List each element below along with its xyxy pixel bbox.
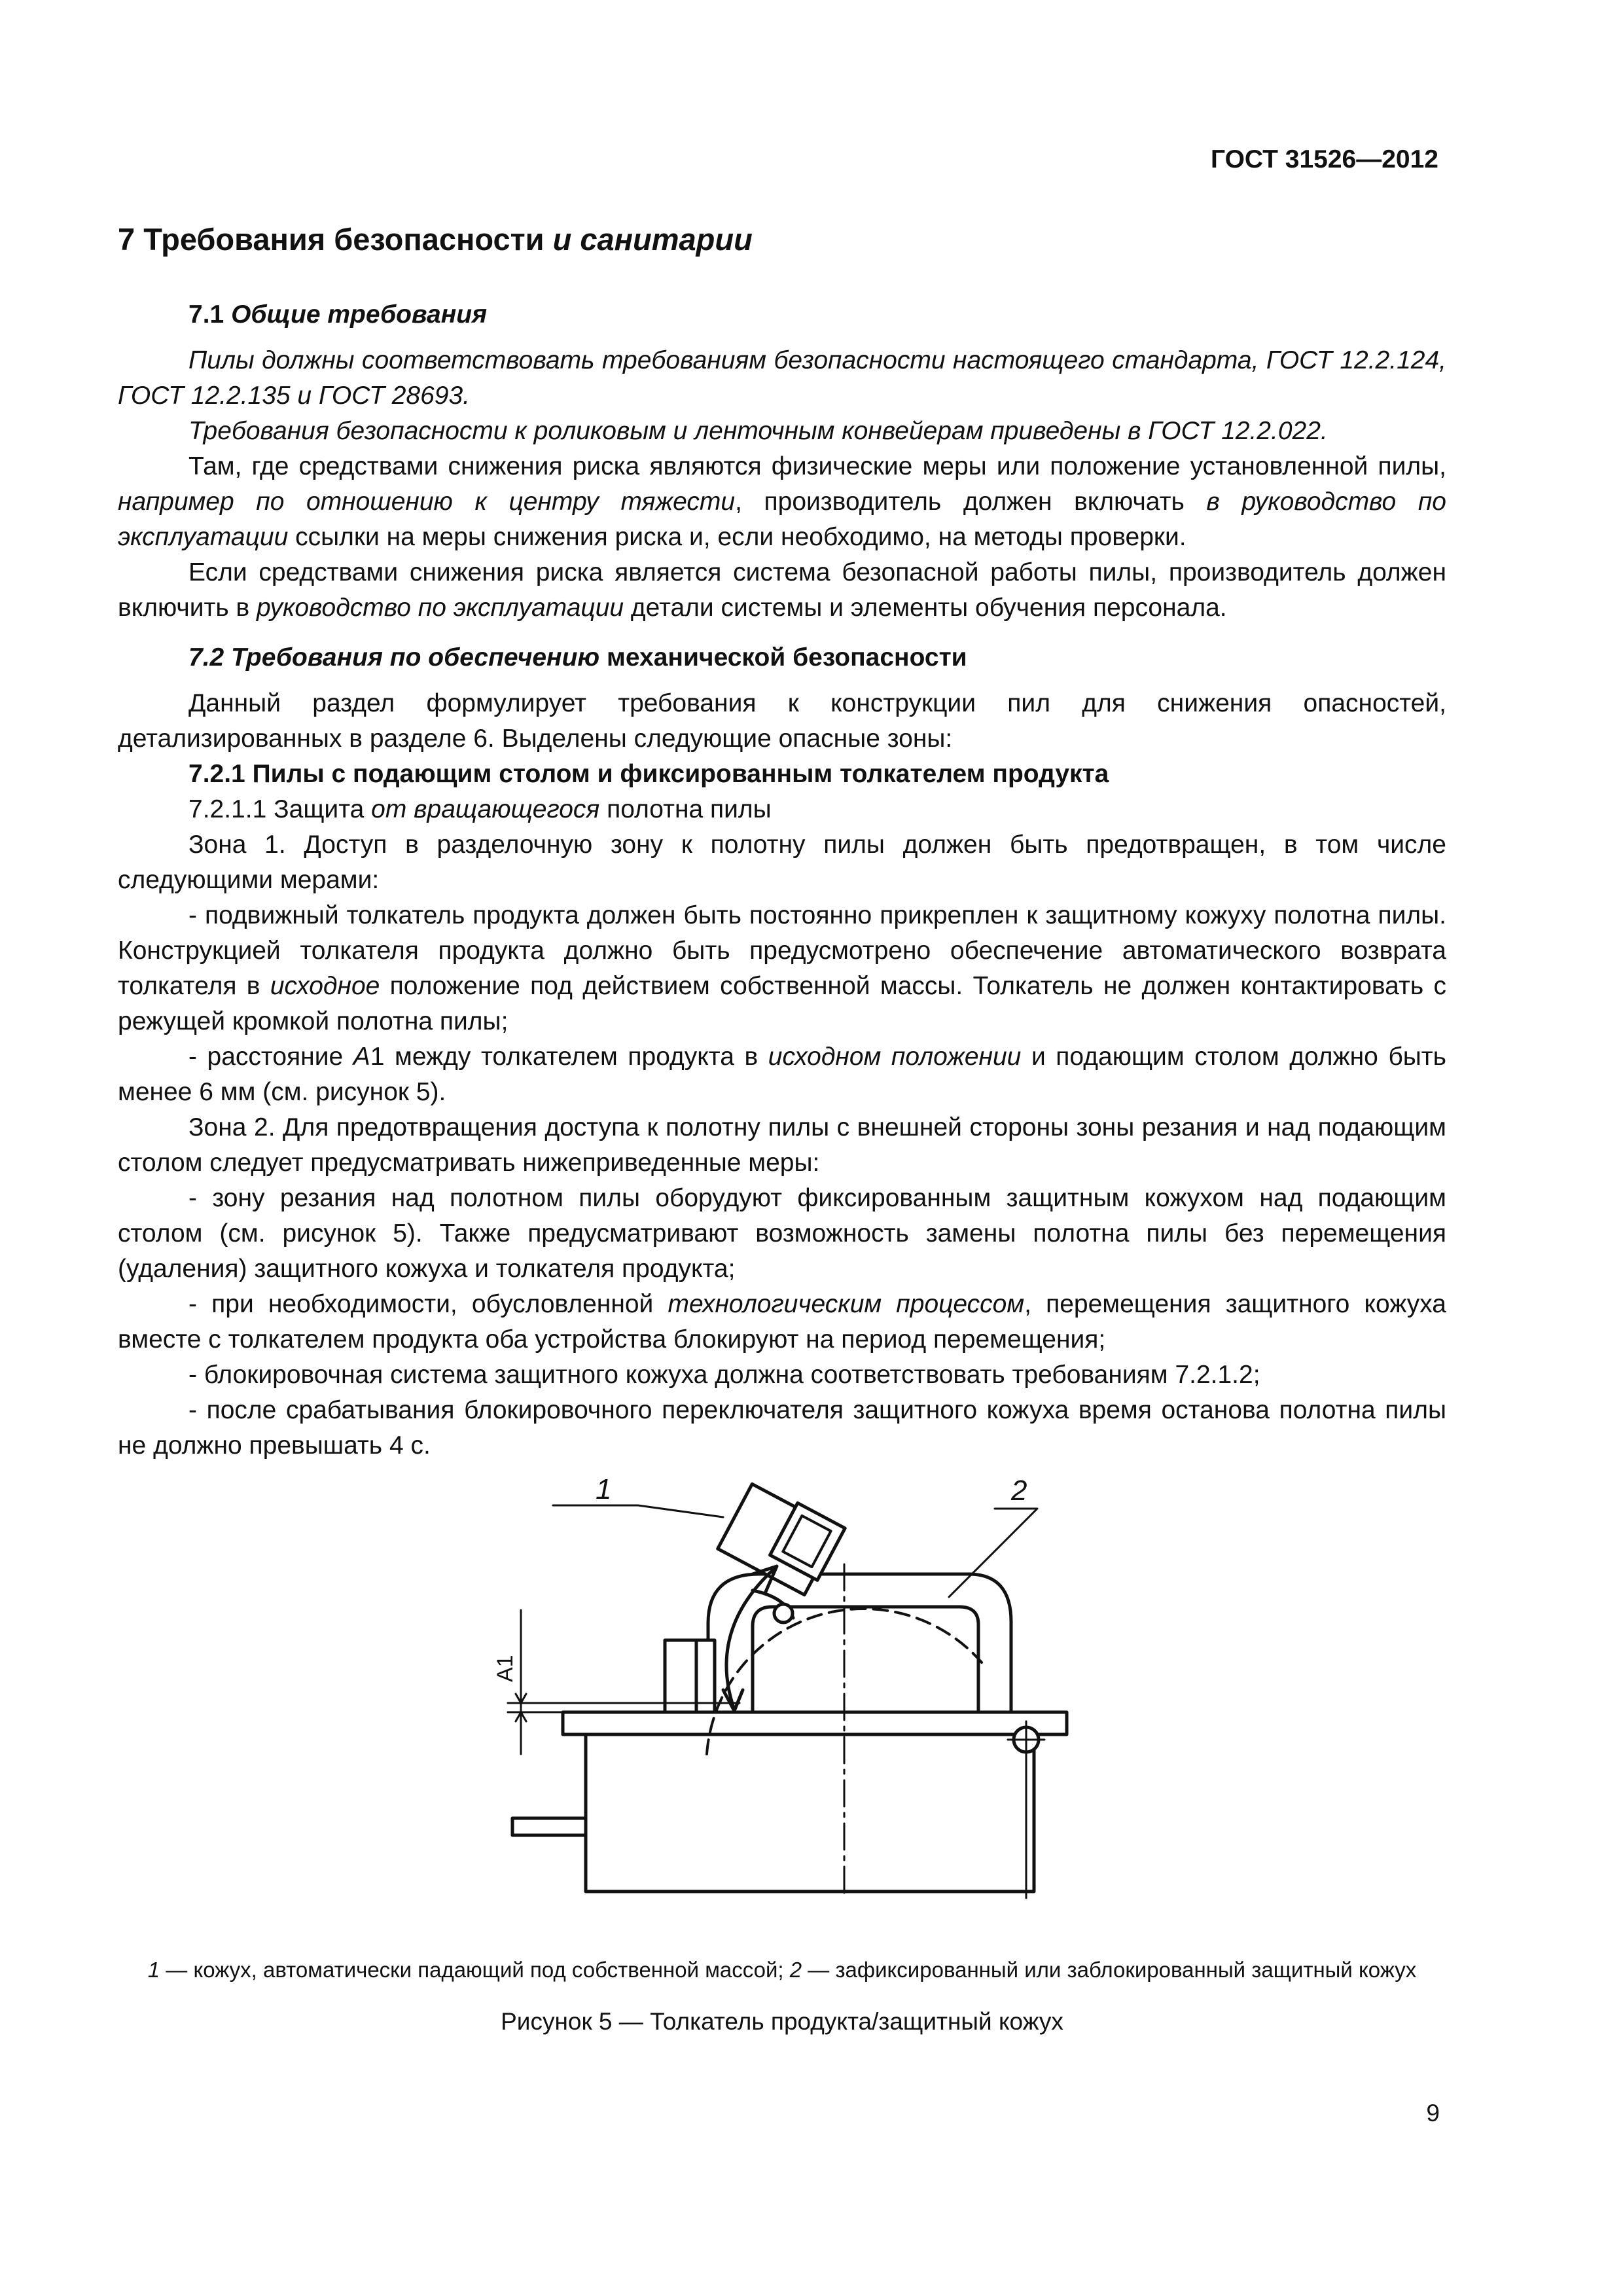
label-2: 2 — [1011, 1475, 1027, 1507]
text-run: , производитель должен включать — [735, 488, 1207, 516]
text-run: - расстояние — [188, 1043, 353, 1071]
body-text — [118, 220, 1446, 1463]
text-run: детали системы и элементы обучения персонала. — [624, 594, 1227, 622]
text-run: , перемещения защитного кожуха вместе с толкателем продукта оба устройства блокируют на период перемещения; — [118, 1290, 1446, 1354]
fixed-guard — [708, 1574, 1011, 1712]
section-7-title-italic: и санитарии — [552, 222, 753, 257]
legend-text: — кожух, автоматически падающий под собственной массой; — [160, 1958, 790, 1982]
machine-body — [586, 1734, 1034, 1892]
text-run: от вращающегося — [371, 795, 600, 823]
leader-1 — [553, 1505, 723, 1517]
saw-guard-diagram — [445, 1446, 1099, 1905]
text-run: Если средствами снижения риска является система безопасной работы пилы, производитель должен включить в — [118, 558, 1446, 622]
figure-5-drawing — [445, 1446, 1099, 1905]
text-run: А — [353, 1043, 370, 1071]
paragraph: Пилы должны соответствовать требованиям безопасности настоящего стандарта, ГОСТ 12.2.124, ГОСТ 12.2.135 и ГОСТ 28693. — [118, 346, 1446, 410]
dimension-label: А1 — [493, 1655, 518, 1682]
page-number: 9 — [1426, 2100, 1440, 2126]
text-run: 7.2.1.1 Защита — [188, 795, 372, 823]
text-run: исходном положении — [768, 1043, 1022, 1071]
text-run: 1 между толкателем продукта в — [370, 1043, 768, 1071]
text-run: положение под действием собственной массы. Толкатель не должен контактировать с режущей кромкой полотна пилы; — [118, 972, 1446, 1035]
text-run: ссылки на меры снижения риска и, если необходимо, на методы проверки. — [288, 523, 1186, 551]
list-item — [118, 898, 1446, 1039]
paragraph: Данный раздел формулирует требования к конструкции пил для снижения опасностей, детализированных в разделе 6. Выделены следующие опасные зоны: — [118, 689, 1446, 753]
text-run: Там, где средствами снижения риска являются физические меры или положение установленной пилы, — [188, 452, 1446, 480]
paragraph — [118, 792, 1446, 827]
pusher-plate — [696, 1640, 715, 1712]
section-7-title-text: 7 Требования безопасности — [118, 222, 553, 257]
text-run: руководство по эксплуатации — [257, 594, 624, 622]
section-7-title — [118, 220, 1446, 259]
section-7-1-title — [118, 297, 1446, 332]
text-run: и подающим столом должно быть менее 6 мм (см. рисунок 5). — [118, 1043, 1446, 1106]
text-run: - подвижный толкатель продукта должен быть постоянно прикреплен к защитному кожуху полотна пилы. Конструкцией толкателя продукта должно быть предусмотрено обеспечение автоматического возврата толкателя в — [118, 901, 1446, 1000]
legend-number: 2 — [789, 1958, 802, 1982]
text-run: исходное — [270, 972, 380, 1000]
paragraph — [118, 555, 1446, 626]
figure-caption: Рисунок 5 — Толкатель продукта/защитный кожух — [501, 2008, 1063, 2035]
legend-text: — зафиксированный или заблокированный защитный кожух — [802, 1958, 1417, 1982]
text-run: технологическим процессом — [668, 1290, 1025, 1318]
paragraph: Требования безопасности к роликовым и ленточным конвейерам приведены в ГОСТ 12.2.022. — [188, 417, 1328, 445]
section-7-1-number: 7.1 — [188, 300, 232, 329]
hinge-pin — [774, 1604, 793, 1623]
section-7-2-1-title: 7.2.1 Пилы с подающим столом и фиксированным толкателем продукта — [188, 760, 1109, 788]
text-run: полотна пилы — [599, 795, 772, 823]
document-id: ГОСТ 31526—2012 — [1211, 145, 1438, 173]
list-item: - зону резания над полотном пилы оборудуют фиксированным защитным кожухом над подающим столом (см. рисунок 5). Также предусматривают возможность замены полотна пилы без перемещения (удаления) защитного кожуха и толкателя продукта; — [118, 1184, 1446, 1283]
feed-table — [563, 1712, 1067, 1734]
section-7-2-title-text: механической безопасности — [599, 643, 967, 672]
spacer — [118, 626, 1446, 640]
list-item: - после срабатывания блокировочного переключателя защитного кожуха время останова полотна пилы не должно превышать 4 с. — [118, 1396, 1446, 1460]
list-item — [118, 1039, 1446, 1110]
figure-legend — [118, 1956, 1446, 1984]
list-item — [118, 1287, 1446, 1357]
list-item: - блокировочная система защитного кожуха должна соответствовать требованиям 7.2.1.2; — [188, 1361, 1260, 1389]
section-7-1-title-text: Общие требования — [231, 300, 488, 329]
side-handle — [512, 1818, 586, 1835]
label-1: 1 — [596, 1473, 612, 1505]
text-run: например по отношению к центру тяжести — [118, 488, 736, 516]
pusher-block — [665, 1640, 696, 1712]
section-7-2-title-italic: 7.2 Требования по обеспечению — [188, 643, 600, 672]
section-7-2-title — [118, 640, 1446, 675]
text-run: - при необходимости, обусловленной — [188, 1290, 668, 1318]
paragraph: Зона 1. Доступ в разделочную зону к полотну пилы должен быть предотвращен, в том числе следующими мерами: — [118, 831, 1446, 894]
legend-number: 1 — [147, 1958, 160, 1982]
paragraph — [118, 449, 1446, 555]
paragraph: Зона 2. Для предотвращения доступа к полотну пилы с внешней стороны зоны резания и над подающим столом следует предусматривать нижеприведенные меры: — [118, 1113, 1446, 1177]
text-run: в руководство по эксплуатации — [118, 488, 1446, 551]
